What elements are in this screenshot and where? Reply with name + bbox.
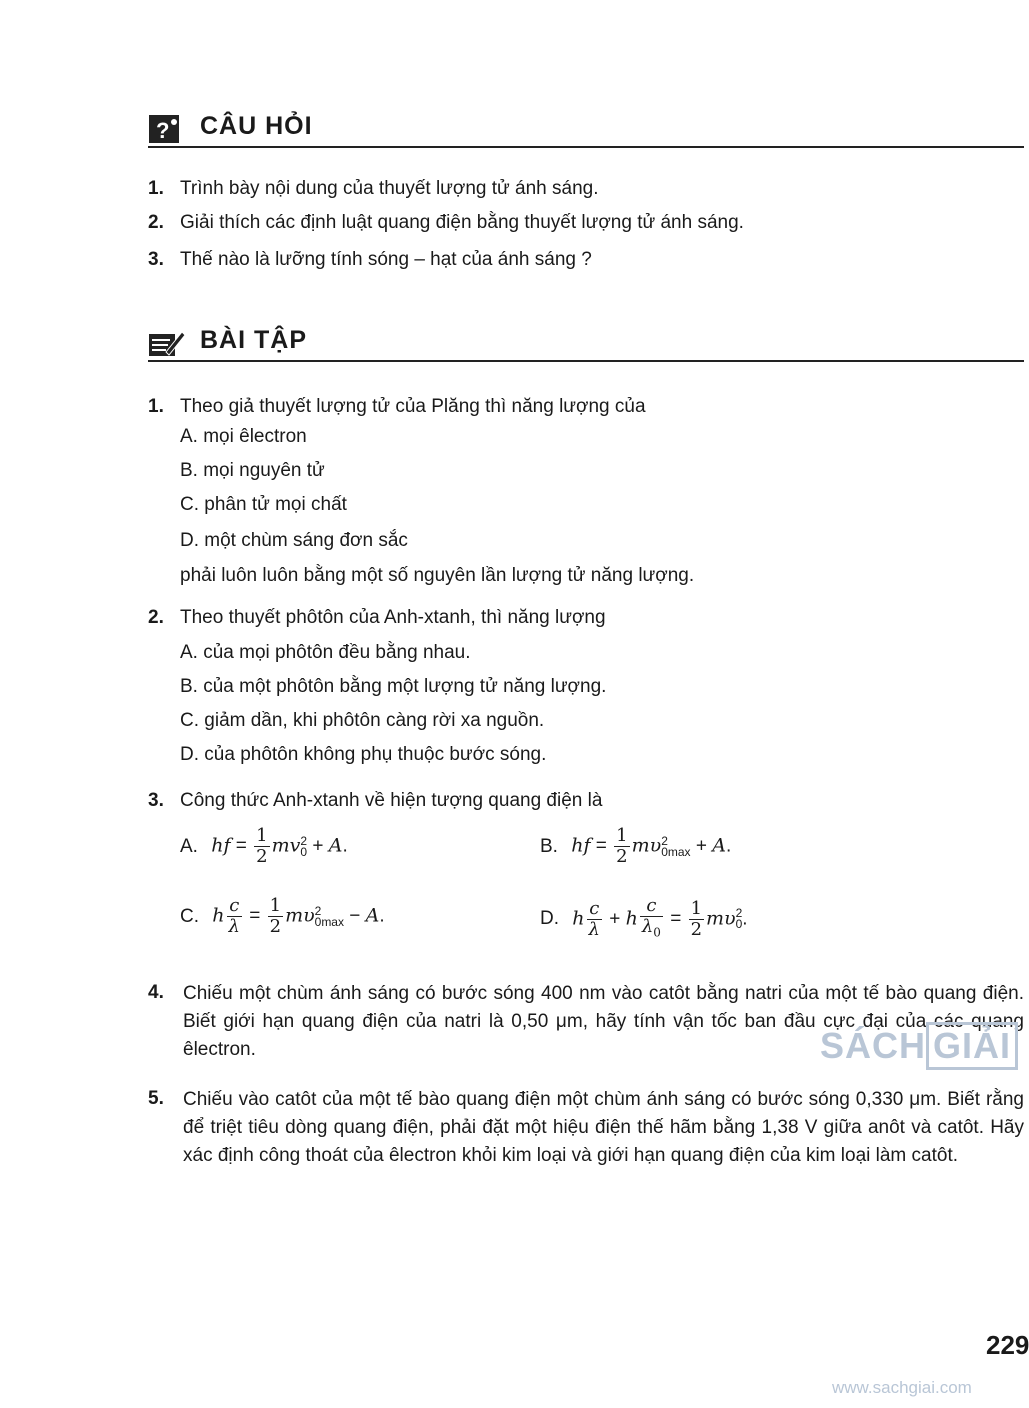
question-3-number: 3. (148, 249, 164, 270)
formula-option-b: B. hf = $\frac{1}{2}$ mυ2 0max + A. (540, 825, 732, 867)
formula-option-a: A. hf = $\frac{1}{2}$ mv2 0 + A. (180, 825, 348, 867)
page-number: 229 (986, 1330, 1029, 1360)
exercise-2-option-d: D. của phôtôn không phụ thuộc bước sóng. (180, 744, 547, 765)
section-questions-header (148, 112, 1024, 148)
exercise-3-number: 3. (148, 790, 164, 811)
brand-right-text: GIẢI (926, 1022, 1018, 1070)
question-3-text: Thế nào là lưỡng tính sóng – hạt của ánh sáng ? (180, 249, 592, 270)
question-2-text: Giải thích các định luật quang điện bằng thuyết lượng tử ánh sáng. (180, 212, 744, 233)
exercise-1-text: Theo giả thuyết lượng tử của Plăng thì năng lượng của (180, 396, 646, 417)
exercise-1-tail: phải luôn luôn bằng một số nguyên lần lượng tử năng lượng. (180, 565, 695, 586)
exercise-2-text: Theo thuyết phôtôn của Anh-xtanh, thì năng lượng (180, 607, 606, 628)
question-1-number: 1. (148, 178, 164, 199)
question-section-icon (148, 114, 186, 144)
formula-option-d: D. h $\frac{c}{\lambda}$ + h $\frac{c}{\lambda_0}$ = $\frac{1}{2}$ mυ2 0. (540, 896, 748, 943)
exercise-1-number: 1. (148, 396, 164, 417)
exercise-1-option-d: D. một chùm sáng đơn sắc (180, 530, 408, 551)
exercise-2-option-b: B. của một phôtôn bằng một lượng tử năng lượng. (180, 676, 607, 697)
exercise-1-option-c: C. phân tử mọi chất (180, 494, 347, 515)
section-exercises-header (148, 326, 1024, 362)
formula-c-label: C. (180, 905, 199, 927)
section-questions-title: CÂU HỎI (200, 112, 313, 140)
exercise-2-number: 2. (148, 607, 164, 628)
exercise-4-text: Chiếu một chùm ánh sáng có bước sóng 400 nm vào catôt bằng natri của một tế bào quang điện. Biết giới hạn quang điện của natri là 0,50 μm, hãy tính vận tốc ban đầu cực đại của các quang êlectron. (183, 983, 1024, 1060)
exercise-3-text: Công thức Anh-xtanh về hiện tượng quang điện là (180, 790, 603, 811)
exercise-4-number: 4. (148, 982, 164, 1003)
formula-d-label: D. (540, 908, 559, 930)
exercise-2-option-c: C. giảm dần, khi phôtôn càng rời xa nguồn. (180, 710, 545, 731)
brand-url: www.sachgiai.com (832, 1378, 972, 1397)
exercise-1-option-a: A. mọi êlectron (180, 426, 307, 447)
exercise-5-text: Chiếu vào catôt của một tế bào quang điện một chùm ánh sáng có bước sóng 0,330 μm. Biết rằng để triệt tiêu dòng quang điện, phải đặt một hiệu điện thế hãm bằng 1,38 V giữa anôt và catôt. Hãy xác định công thoát của êlectron khỏi kim loại và giới hạn quang điện của kim loại làm catôt. (183, 1089, 1024, 1166)
sachgiai-watermark-logo (820, 1022, 1018, 1070)
formula-a-label: A. (180, 835, 198, 857)
question-1-text: Trình bày nội dung của thuyết lượng tử ánh sáng. (180, 178, 599, 199)
brand-left-text: SÁCH (820, 1025, 927, 1066)
exercise-5-number: 5. (148, 1088, 164, 1109)
section-exercises-title: BÀI TẬP (200, 326, 307, 354)
exercise-1-option-b: B. mọi nguyên tử (180, 460, 325, 481)
formula-b-label: B. (540, 835, 558, 857)
formula-option-c: C. h $\frac{c}{\lambda}$ = $\frac{1}{2}$ mυ2 0max − A. (180, 895, 385, 937)
question-2-number: 2. (148, 212, 164, 233)
svg-text:?: ? (156, 118, 170, 143)
pen-paper-icon (148, 328, 186, 358)
exercise-2-option-a: A. của mọi phôtôn đều bằng nhau. (180, 642, 471, 663)
